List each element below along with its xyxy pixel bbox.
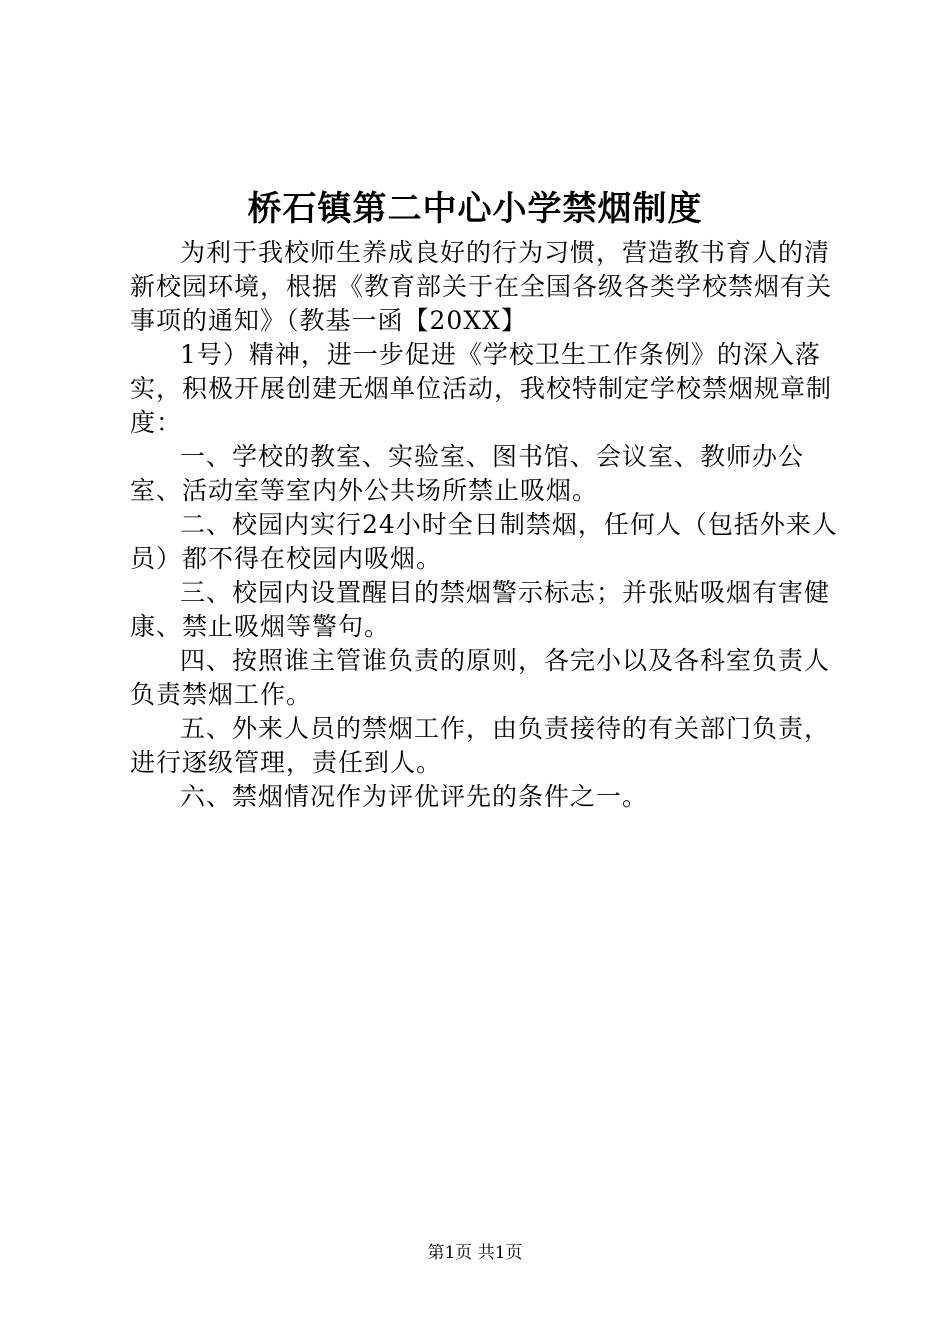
document-body: [130, 236, 850, 814]
paragraph-intro: 为利于我校师生养成良好的行为习惯，营造教书育人的清新校园环境，根据《教育部关于在全国各级各类学校禁烟有关事项的通知》（教基一函【20XX】: [130, 238, 833, 335]
page-number-footer: 第1页 共1页: [427, 1243, 523, 1263]
paragraph-rule-2: 二、校园内实行24小时全日制禁烟，任何人（包括外来人员）都不得在校园内吸烟。: [130, 510, 838, 573]
paragraph-rule-5: 五、外来人员的禁烟工作，由负责接待的有关部门负责，进行逐级管理，责任到人。: [130, 714, 831, 777]
paragraph-rule-4: 四、按照谁主管谁负责的原则，各完小以及各科室负责人负责禁烟工作。: [130, 646, 831, 709]
paragraph-rule-6: 六、禁烟情况作为评优评先的条件之一。: [180, 782, 649, 811]
paragraph-rule-3: 三、校园内设置醒目的禁烟警示标志；并张贴吸烟有害健康、禁止吸烟等警句。: [130, 578, 831, 641]
paragraph-rule-1: 一、学校的教室、实验室、图书馆、会议室、教师办公室、活动室等室内外公共场所禁止吸烟。: [130, 442, 805, 505]
paragraph-intro-continued: 1号）精神，进一步促进《学校卫生工作条例》的深入落实，积极开展创建无烟单位活动，我校特制定学校禁烟规章制度：: [130, 340, 833, 437]
document-title: 桥石镇第二中心小学禁烟制度: [247, 189, 703, 229]
